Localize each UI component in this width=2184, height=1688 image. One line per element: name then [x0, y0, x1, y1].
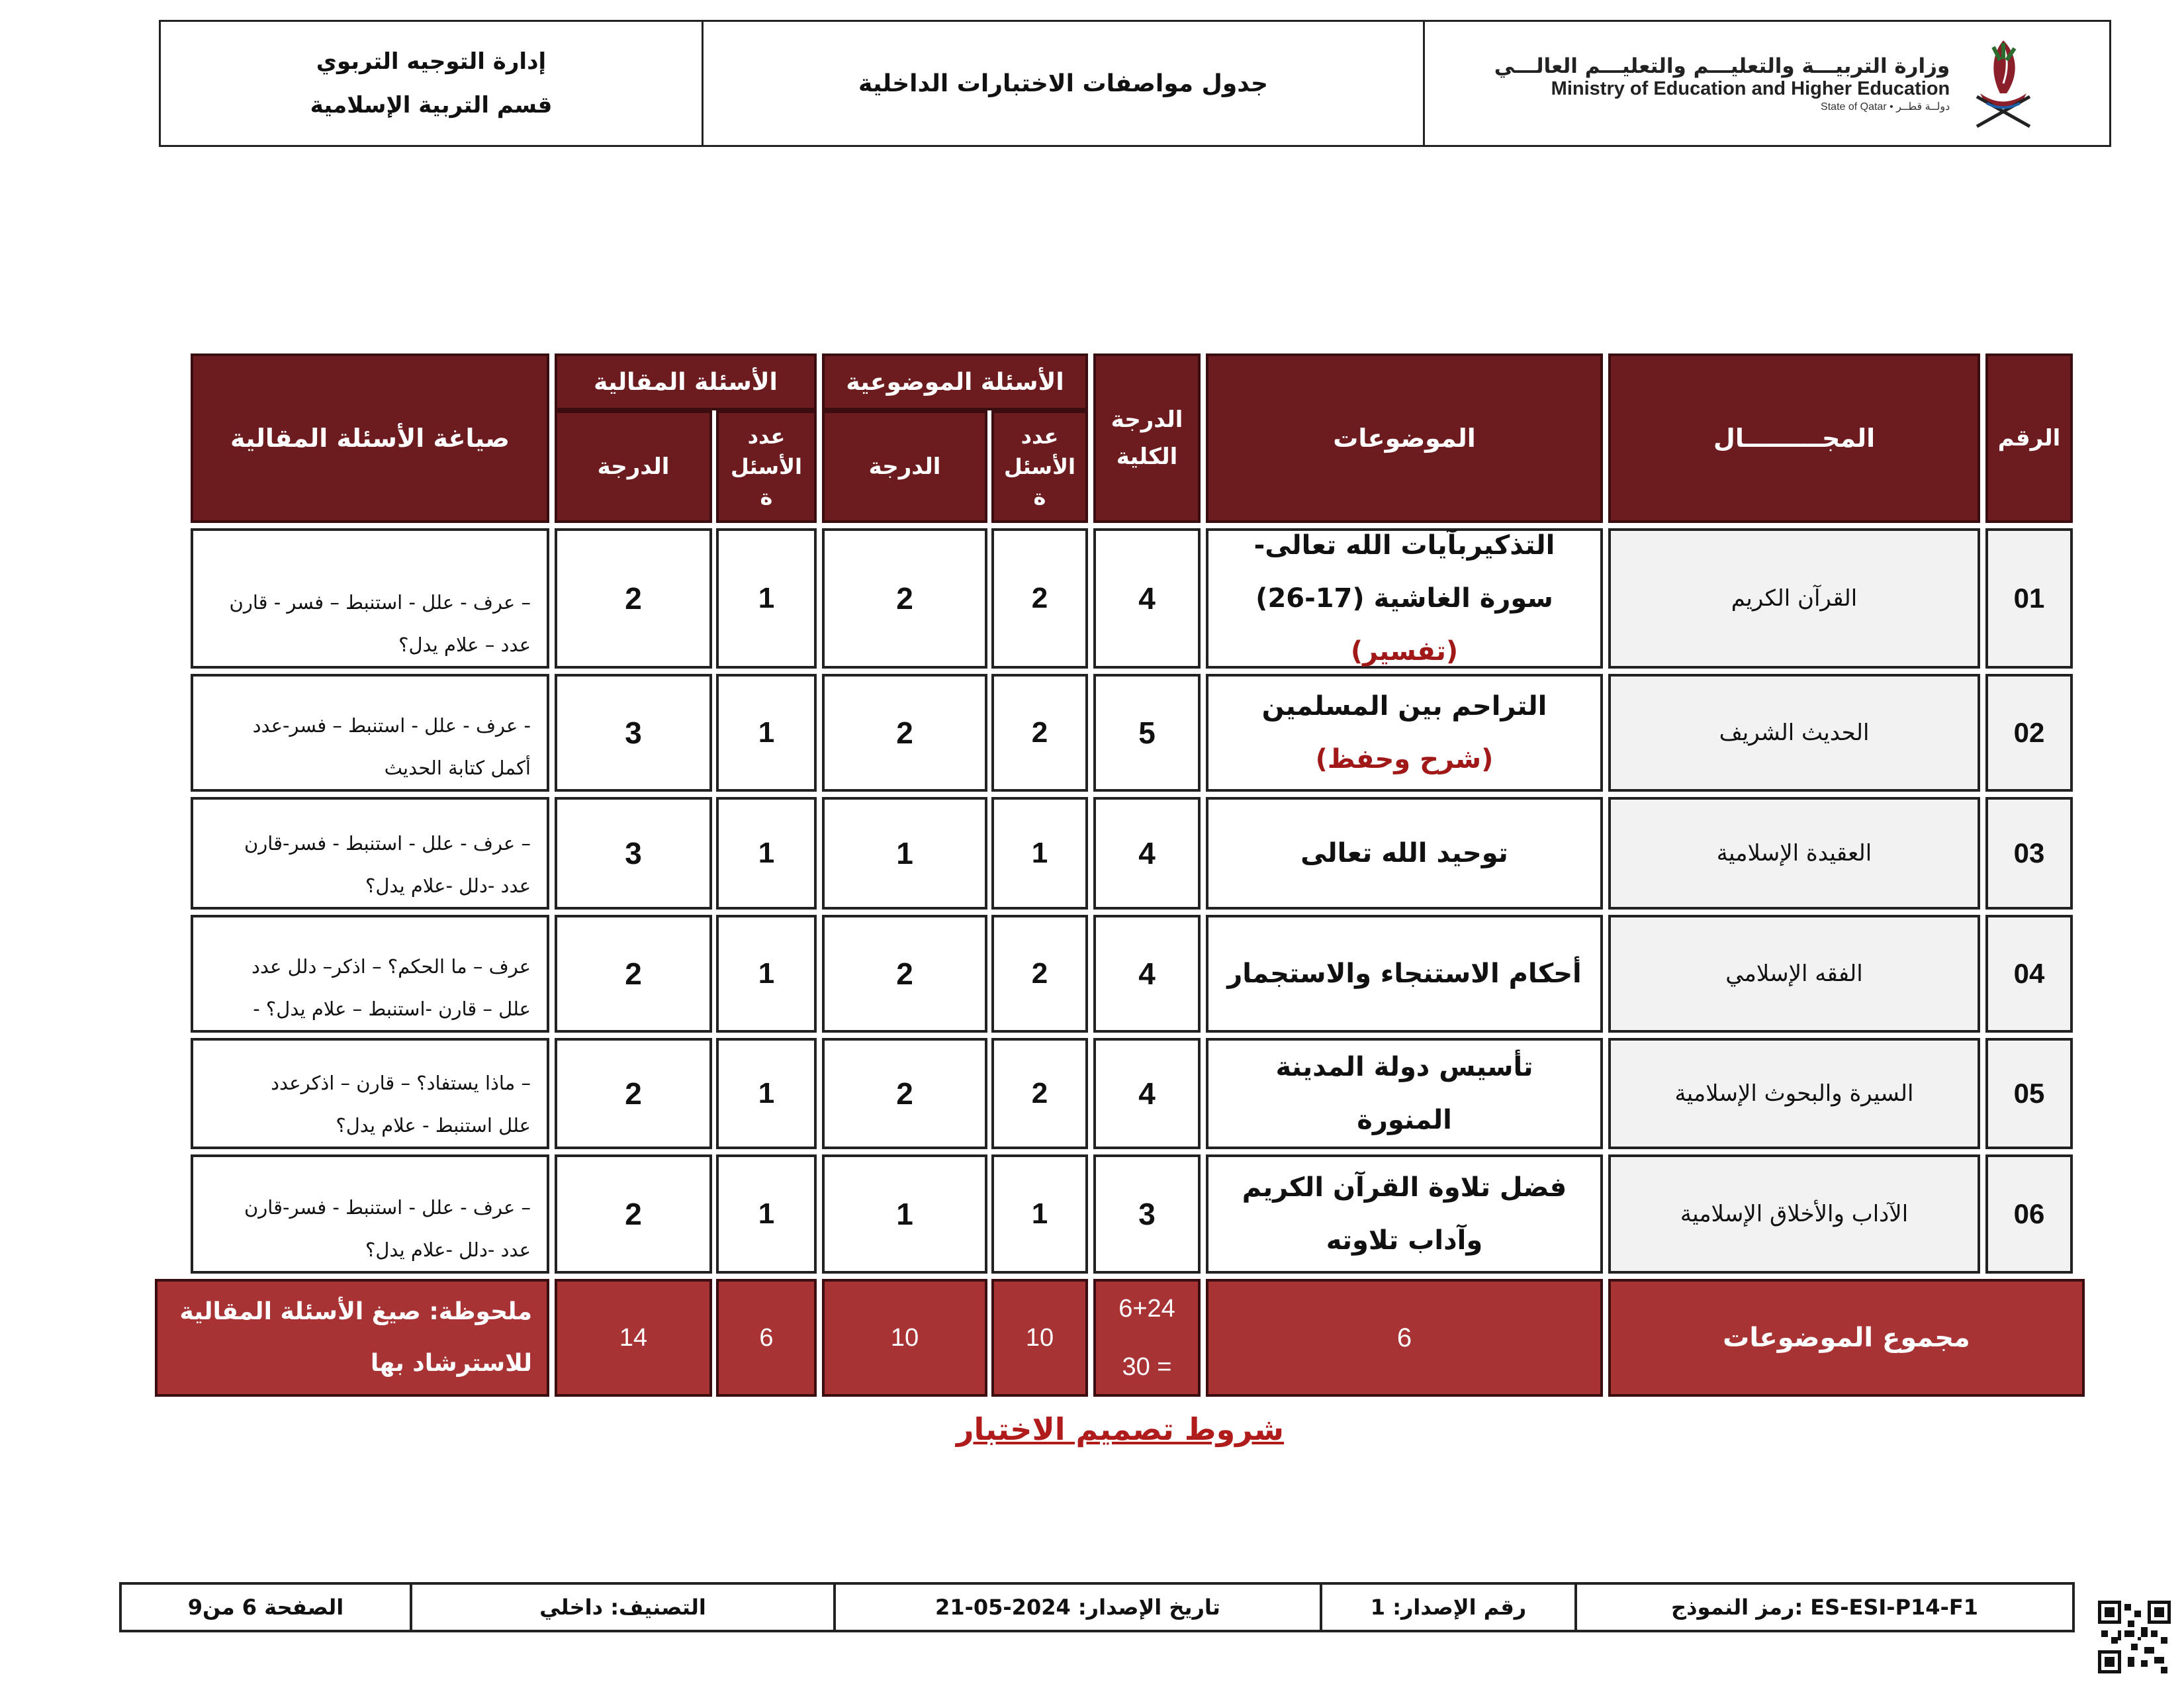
row-5-phrasing-line-1: ماذا يستفاد؟ – قارن – اذكرعدد – [271, 1072, 531, 1094]
document-footer [119, 1582, 2075, 1632]
row-6-index: 06 [1985, 1154, 2073, 1274]
row-4-total: 4 [1093, 915, 1201, 1033]
row-3-objective-count: 1 [991, 797, 1088, 910]
row-4-topic: أحكام الاستنجاء والاستجمار [1206, 915, 1603, 1033]
col-header-objective-count [991, 410, 1088, 523]
department-line-2: قسم التربية الإسلامية [310, 92, 553, 118]
col-header-essay-count [716, 410, 817, 523]
row-3-phrasing [191, 797, 549, 910]
footer-version: رقم الإصدار: 1 [1320, 1585, 1574, 1630]
row-2-topic-note: (شرح وحفظ) [1315, 744, 1494, 774]
group-header-objective: الأسئلة الموضوعية [822, 353, 1088, 410]
ministry-name [1494, 54, 1950, 113]
row-4-phrasing [191, 915, 549, 1033]
row-1-topic-note: (تفسير) [1350, 636, 1459, 667]
row-4-essay-count: 1 [716, 915, 817, 1033]
row-1-objective-grade: 2 [822, 528, 987, 669]
row-5-essay-grade: 2 [555, 1038, 712, 1149]
row-6-total: 3 [1093, 1154, 1201, 1274]
row-6-objective-count: 1 [991, 1154, 1088, 1274]
row-1-objective-count: 2 [991, 528, 1088, 669]
row-6-essay-count: 1 [716, 1154, 817, 1274]
row-3-topic: توحيد الله تعالى [1206, 797, 1603, 910]
row-4-field: الفقه الإسلامي [1608, 915, 1980, 1033]
count-line-3: ة [760, 485, 773, 510]
row-6-phrasing-line-2: عدد -دلل -علام يدل؟ [365, 1239, 531, 1261]
row-2-objective-grade: 2 [822, 674, 987, 792]
totals-objective-count: 10 [991, 1279, 1088, 1397]
row-1-topic [1206, 528, 1603, 669]
row-6-topic: فضل تلاوة القرآن الكريم وآداب تلاوته [1206, 1154, 1603, 1274]
department-block [161, 22, 704, 145]
row-6-phrasing-line-1: عرف - علل - استنبط - فسر-قارن – [244, 1196, 531, 1219]
row-3-index: 03 [1985, 797, 2073, 910]
row-5-field: السيرة والبحوث الإسلامية [1608, 1038, 1980, 1149]
document-title: جدول مواصفات الاختبارات الداخلية [858, 70, 1268, 97]
col-header-objective-grade: الدرجة [822, 410, 987, 523]
ministry-logo-block [1425, 22, 2109, 145]
row-2-essay-grade: 3 [555, 674, 712, 792]
row-5-objective-count: 2 [991, 1038, 1088, 1149]
qatar-moe-emblem-icon [1967, 34, 2040, 133]
row-1-topic-text: التذكيربآيات الله تعالى-سورة الغاشية (17-26) [1253, 530, 1555, 614]
row-2-essay-count: 1 [716, 674, 817, 792]
row-2-topic-text: التراحم بين المسلمين [1261, 691, 1547, 722]
document-header [159, 20, 2111, 147]
row-1-total: 4 [1093, 528, 1201, 669]
row-5-phrasing-line-2: علل استنبط - علام يدل؟ [336, 1114, 531, 1137]
row-5-topic: تأسيس دولة المدينة المنورة [1206, 1038, 1603, 1149]
row-1-essay-grade: 2 [555, 528, 712, 669]
row-3-field: العقيدة الإسلامية [1608, 797, 1980, 910]
footer-issue-date: تاريخ الإصدار: 2024-05-21 [833, 1585, 1320, 1630]
col-header-total-line-1: الدرجة [1111, 406, 1183, 433]
row-1-phrasing-line-1: عرف - علل - استنبط – فسر - قارن – [229, 591, 531, 614]
totals-note-line-2: للاسترشاد بها [370, 1350, 532, 1377]
count-line-1: عدد [1021, 424, 1059, 449]
footer-classification: التصنيف: داخلي [410, 1585, 833, 1630]
row-2-total: 5 [1093, 674, 1201, 792]
totals-grade-line-2: 30 = [1122, 1353, 1172, 1381]
col-header-total-line-2: الكلية [1116, 444, 1178, 470]
row-3-objective-grade: 1 [822, 797, 987, 910]
totals-topics: 6 [1206, 1279, 1603, 1397]
col-header-topics: الموضوعات [1206, 353, 1603, 523]
row-5-total: 4 [1093, 1038, 1201, 1149]
row-6-objective-grade: 1 [822, 1154, 987, 1274]
row-5-objective-grade: 2 [822, 1038, 987, 1149]
footer-form-code: رمز النموذج: ES-ESI-P14-F1 [1574, 1585, 2072, 1630]
col-header-essay-grade: الدرجة [555, 410, 712, 523]
row-2-phrasing [191, 674, 549, 792]
row-1-index: 01 [1985, 528, 2073, 669]
footer-page: الصفحة 6 من9 [187, 1595, 344, 1620]
row-4-essay-grade: 2 [555, 915, 712, 1033]
row-3-total: 4 [1093, 797, 1201, 910]
row-2-objective-count: 2 [991, 674, 1088, 792]
totals-note [155, 1279, 549, 1397]
state-label: State of Qatar • دولــة قطــر [1821, 101, 1950, 113]
row-4-objective-grade: 2 [822, 915, 987, 1033]
count-line-3: ة [1033, 485, 1046, 510]
row-5-index: 05 [1985, 1038, 2073, 1149]
row-4-phrasing-line-1: عرف – ما الحكم؟ – اذكر– دلل عدد [251, 955, 531, 978]
row-4-phrasing-line-2: - علل – قارن -استنبط – علام يدل؟ [253, 998, 531, 1020]
totals-essay-count: 6 [716, 1279, 817, 1397]
row-1-essay-count: 1 [716, 528, 817, 669]
department-line-1: إدارة التوجيه التربوي [316, 48, 547, 75]
row-6-phrasing [191, 1154, 549, 1274]
col-header-total-grade [1093, 353, 1201, 523]
ministry-name-arabic: وزارة التربيـــة والتعليـــم والتعليـــم العالـــي [1494, 54, 1950, 78]
row-1-phrasing [191, 528, 549, 669]
row-2-phrasing-line-2: أكمل كتابة الحديث [384, 757, 531, 779]
col-header-phrasing: صياغة الأسئلة المقالية [191, 353, 549, 523]
totals-label: مجموع الموضوعات [1608, 1279, 2085, 1397]
row-4-index: 04 [1985, 915, 2073, 1033]
document-title-block [704, 22, 1425, 145]
group-header-essay: الأسئلة المقالية [555, 353, 817, 410]
count-line-2: الأسئل [731, 454, 802, 479]
row-4-objective-count: 2 [991, 915, 1088, 1033]
row-6-field: الآداب والأخلاق الإسلامية [1608, 1154, 1980, 1274]
row-5-essay-count: 1 [716, 1038, 817, 1149]
totals-grade-line-1: 6+24 [1118, 1295, 1175, 1323]
row-1-phrasing-line-2: عدد – علام يدل؟ [398, 633, 531, 656]
qr-code-icon [2098, 1601, 2171, 1673]
row-3-phrasing-line-1: عرف - علل - استنبط - فسر-قارن – [244, 832, 531, 855]
conditions-title: شروط تصميم الاختبار [956, 1411, 1285, 1447]
row-6-essay-grade: 2 [555, 1154, 712, 1274]
totals-essay-grade: 14 [555, 1279, 712, 1397]
totals-note-line-1: ملحوظة: صيغ الأسئلة المقالية [179, 1298, 532, 1325]
row-1-field: القرآن الكريم [1608, 528, 1980, 669]
row-2-index: 02 [1985, 674, 2073, 792]
row-3-essay-grade: 3 [555, 797, 712, 910]
row-5-phrasing [191, 1038, 549, 1149]
col-header-index: الرقم [1985, 353, 2073, 523]
ministry-name-english: Ministry of Education and Higher Education [1551, 77, 1950, 99]
col-header-field: المجـــــــــال [1608, 353, 1980, 523]
totals-objective-grade: 10 [822, 1279, 987, 1397]
count-line-1: عدد [747, 424, 786, 449]
totals-grade [1093, 1279, 1201, 1397]
row-3-phrasing-line-2: عدد -دلل -علام يدل؟ [365, 874, 531, 897]
row-2-phrasing-line-1: عرف - علل - استنبط – فسر-عدد - [252, 714, 531, 737]
row-2-field: الحديث الشريف [1608, 674, 1980, 792]
count-line-2: الأسئل [1004, 454, 1075, 479]
row-2-topic [1206, 674, 1603, 792]
row-3-essay-count: 1 [716, 797, 817, 910]
